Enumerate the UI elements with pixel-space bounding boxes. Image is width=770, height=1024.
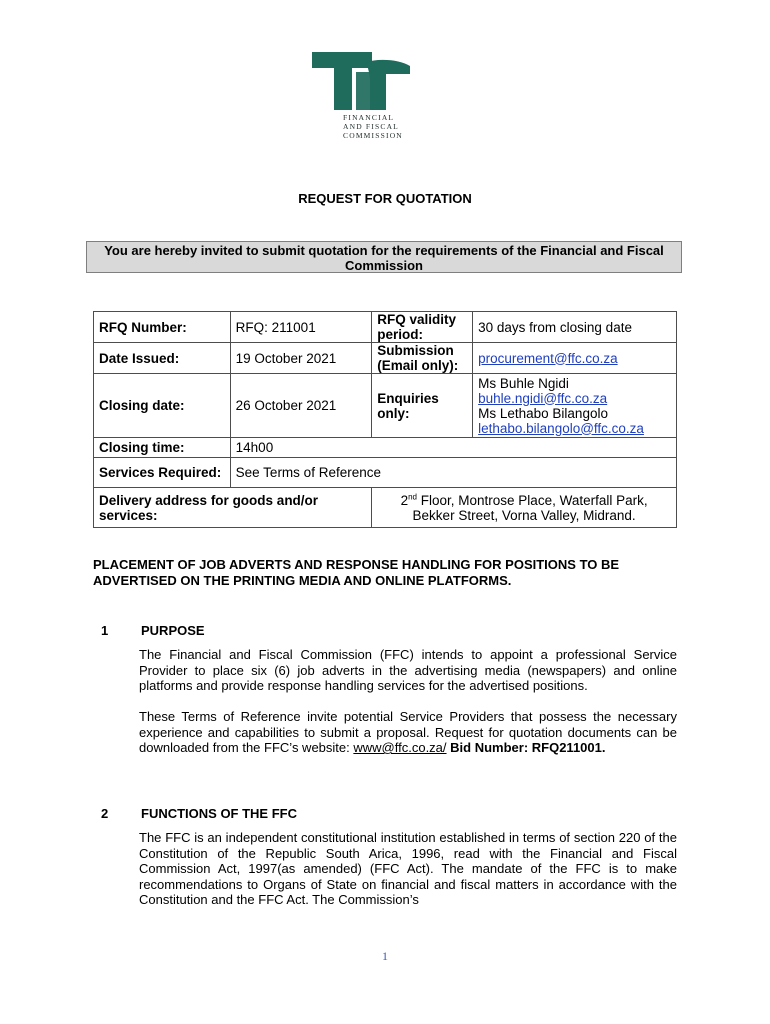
delivery-line1: Floor, Montrose Place, Waterfall Park, xyxy=(417,492,648,508)
section-2-paragraph-1: The FFC is an independent constitutional institution established in terms of section 220 of the Constitution of the Republic South Arica, 1996, read with the Financial and Fiscal Commission Act, 1997(as amended) (FFC Act). The mandate of the FFC is to make recommendations to Organs of State on financial and fiscal matters in accordance with the Constitution and the FFC Act. The Commission’s xyxy=(139,830,677,907)
submission-label: Submission (Email only): xyxy=(372,343,473,374)
rfq-details-table xyxy=(93,311,677,528)
closing-time-value: 14h00 xyxy=(230,438,676,458)
delivery-line2: Bekker Street, Vorna Valley, Midrand. xyxy=(412,507,636,523)
main-heading: PLACEMENT OF JOB ADVERTS AND RESPONSE HANDLING FOR POSITIONS TO BE ADVERTISED ON THE PRINTING MEDIA AND ONLINE PLATFORMS. xyxy=(93,557,620,588)
closing-time-label: Closing time: xyxy=(94,438,231,458)
logo-text xyxy=(343,113,403,140)
rfq-number-value: RFQ: 211001 xyxy=(230,312,372,343)
section-2-title: FUNCTIONS OF THE FFC xyxy=(141,806,297,821)
bid-number: Bid Number: RFQ211001. xyxy=(446,740,606,755)
table-row xyxy=(94,438,677,458)
section-1-paragraph-2 xyxy=(139,709,677,756)
submission-email-link[interactable]: procurement@ffc.co.za xyxy=(478,350,618,366)
table-row xyxy=(94,488,677,528)
date-issued-label: Date Issued: xyxy=(94,343,231,374)
table-row xyxy=(94,458,677,488)
enquiries-contacts xyxy=(473,374,677,438)
contact1-name: Ms Buhle Ngidi xyxy=(478,375,569,391)
closing-date-value: 26 October 2021 xyxy=(230,374,372,438)
section-1-number: 1 xyxy=(101,623,109,638)
services-label: Services Required: xyxy=(94,458,231,488)
ffc-logo-mark xyxy=(312,52,412,112)
delivery-floor-num: 2 xyxy=(400,492,409,508)
ffc-logo xyxy=(312,52,412,144)
delivery-label: Delivery address for goods and/or services: xyxy=(94,488,372,528)
invitation-banner: You are hereby invited to submit quotation for the requirements of the Financial and Fiscal Commission xyxy=(86,241,682,273)
contact2-name: Ms Lethabo Bilangolo xyxy=(478,405,608,421)
rfq-number-label: RFQ Number: xyxy=(94,312,231,343)
page-number: 1 xyxy=(382,949,388,963)
contact1-email-link[interactable]: buhle.ngidi@ffc.co.za xyxy=(478,390,608,406)
date-issued-value: 19 October 2021 xyxy=(230,343,372,374)
enquiries-label: Enquiries only: xyxy=(372,374,473,438)
section-2-number: 2 xyxy=(101,806,109,821)
contact2-email-link[interactable]: lethabo.bilangolo@ffc.co.za xyxy=(478,420,644,436)
delivery-address xyxy=(372,488,677,528)
table-row xyxy=(94,343,677,374)
table-row xyxy=(94,374,677,438)
delivery-floor-sup: nd xyxy=(408,492,418,501)
ffc-website-link[interactable]: www@ffc.co.za/ xyxy=(353,740,447,755)
validity-label: RFQ validity period: xyxy=(372,312,473,343)
services-value: See Terms of Reference xyxy=(230,458,676,488)
closing-date-label: Closing date: xyxy=(94,374,231,438)
validity-value: 30 days from closing date xyxy=(473,312,677,343)
logo-text-line2: AND FISCAL xyxy=(343,122,399,131)
submission-email-cell xyxy=(473,343,677,374)
section-1-paragraph-1: The Financial and Fiscal Commission (FFC) intends to appoint a professional Service Provider to place six (6) job adverts in the advertising media (newspapers) and online platforms and provide response handling services for the advertised positions. xyxy=(139,647,677,693)
section-1-paragraph-2-text: These Terms of Reference invite potential Service Providers that possess the necessary experience and capabilities to submit a proposal. Request for quotation documents can be downloaded from the FFC’s website: xyxy=(139,709,677,755)
section-1-title: PURPOSE xyxy=(141,623,205,638)
logo-text-line1: FINANCIAL xyxy=(343,113,395,122)
logo-text-line3: COMMISSION xyxy=(343,131,403,140)
table-row xyxy=(94,312,677,343)
document-title: REQUEST FOR QUOTATION xyxy=(298,191,472,206)
